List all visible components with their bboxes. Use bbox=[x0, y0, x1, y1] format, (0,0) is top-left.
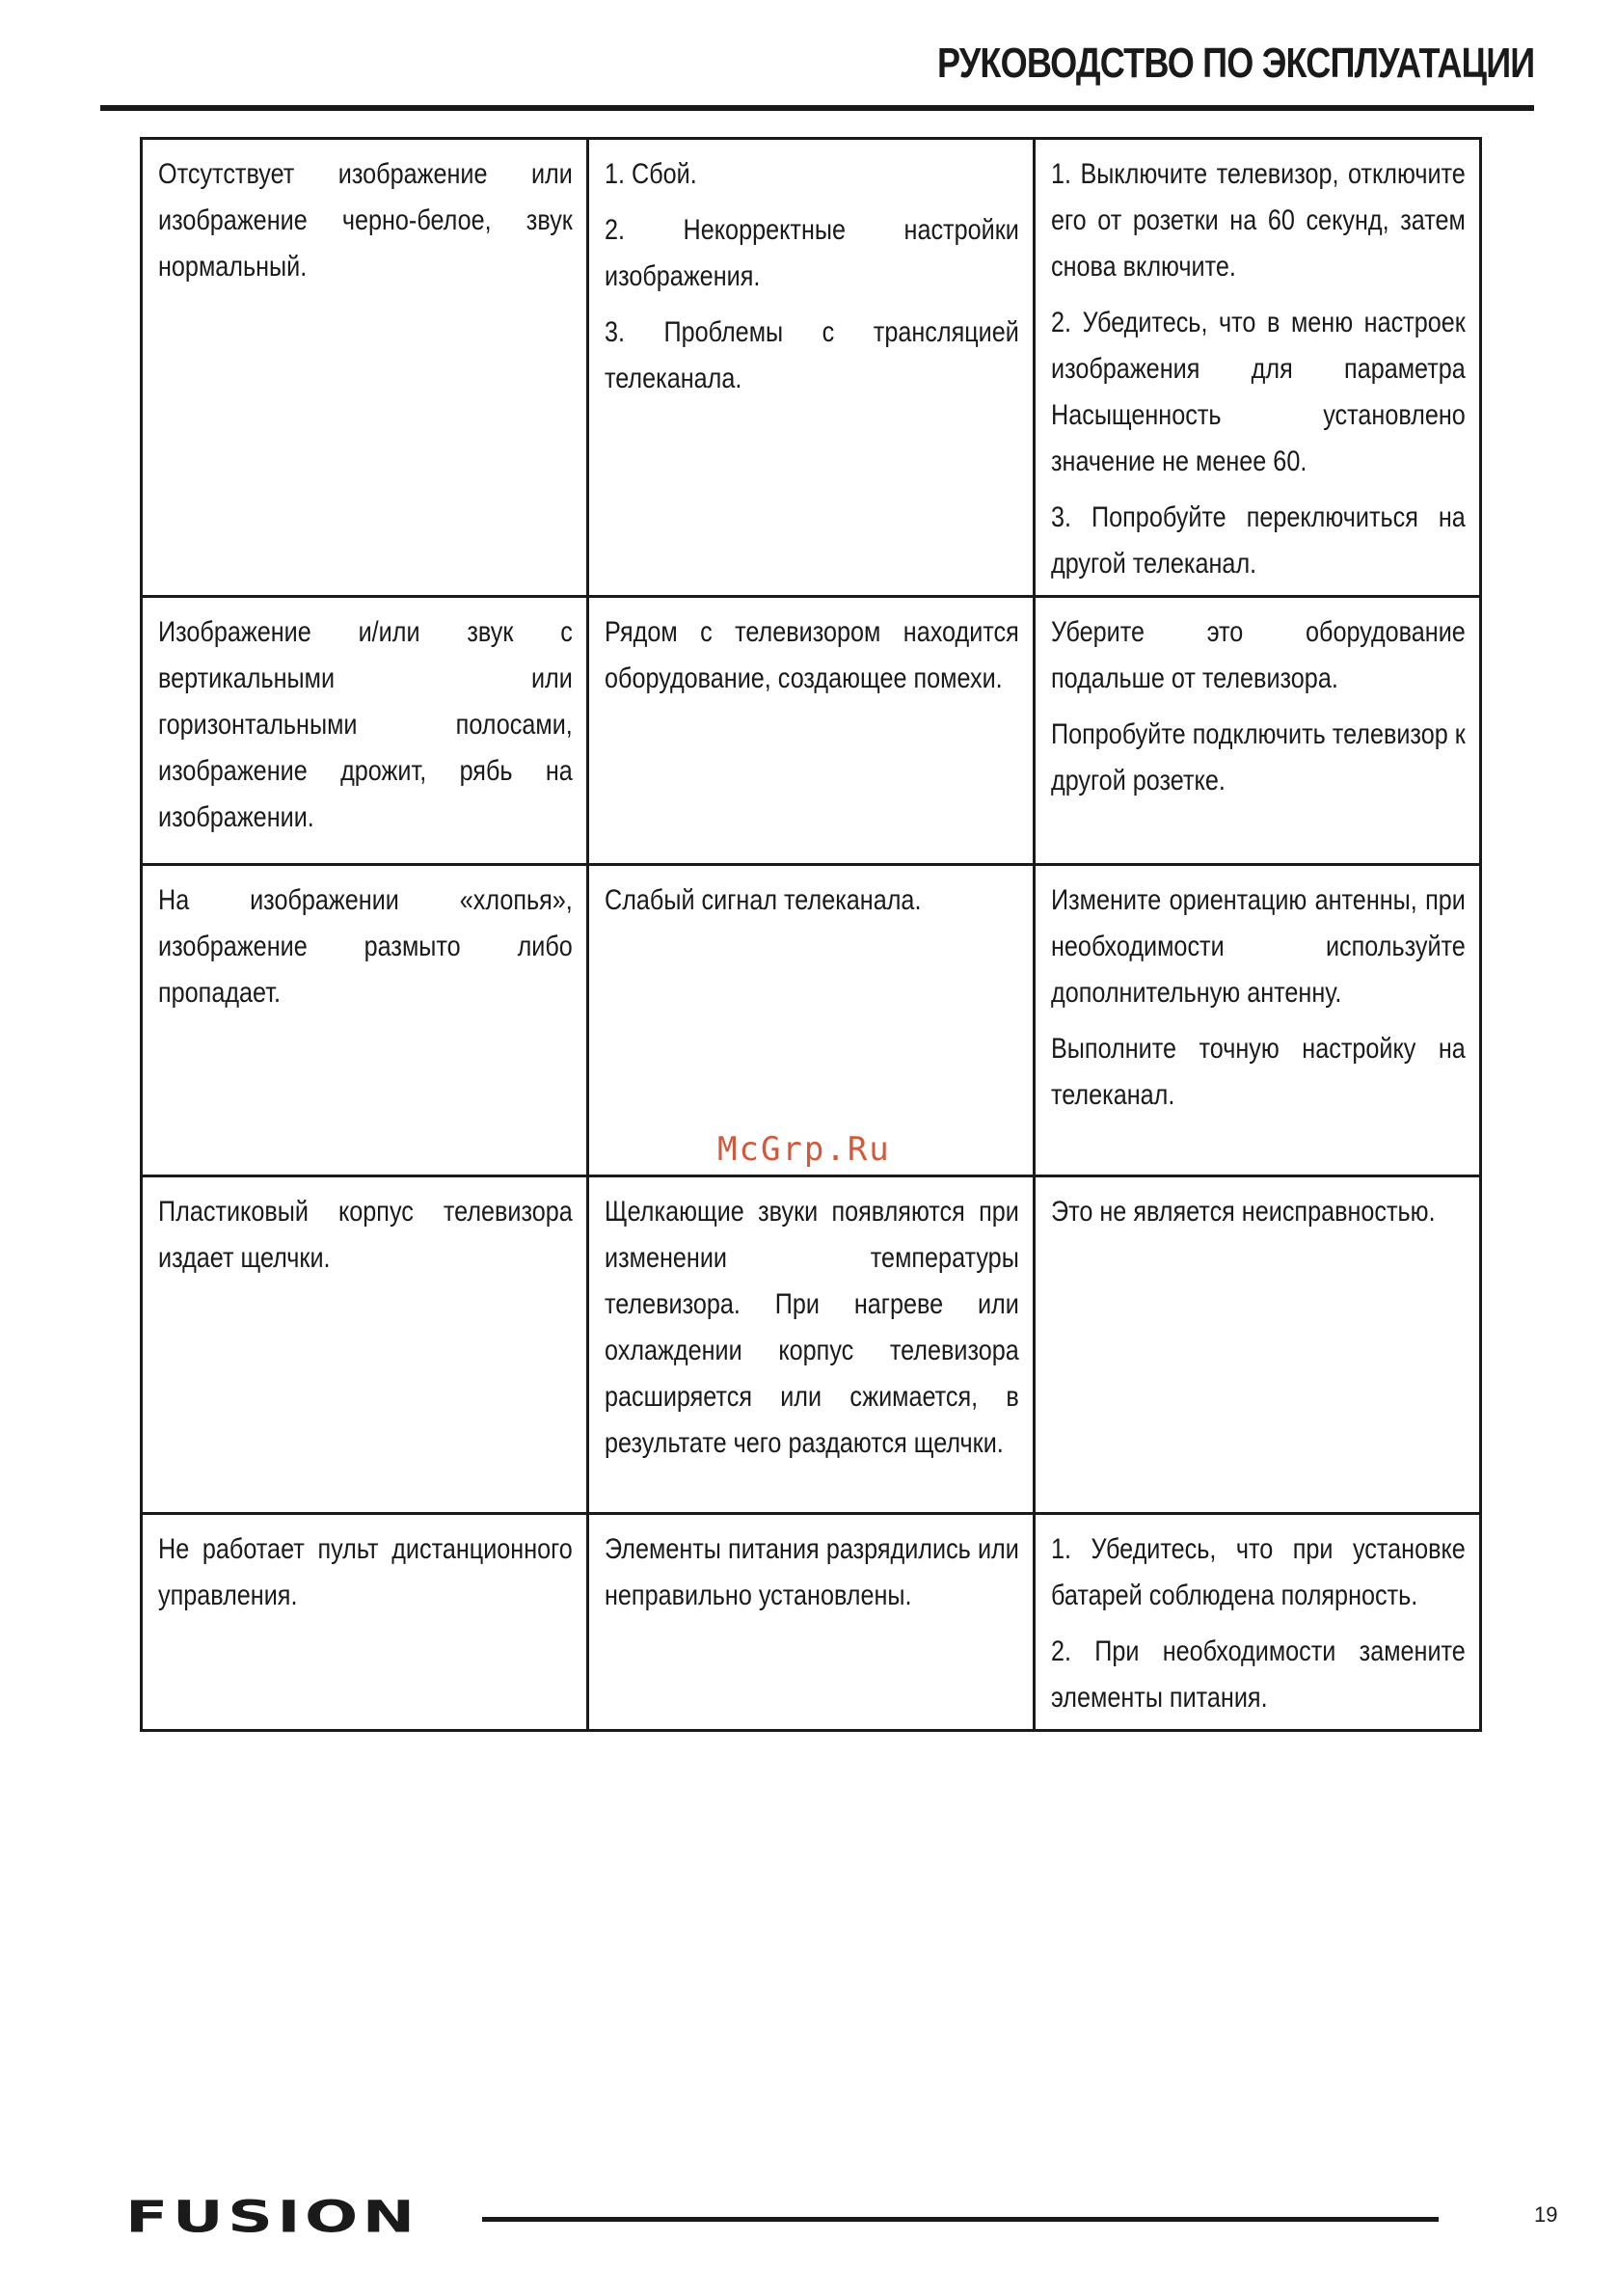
header-divider bbox=[100, 105, 1534, 111]
table-row bbox=[142, 597, 1481, 865]
problem-text: Не работает пульт дистанционного управления. bbox=[158, 1533, 573, 1611]
solution-cell bbox=[1035, 865, 1481, 1176]
solution-text: 1. Убедитесь, что при установке батарей соблюдена полярность. bbox=[1051, 1533, 1466, 1611]
page-header-title: РУКОВОДСТВО ПО ЭКСПЛУАТАЦИИ bbox=[936, 40, 1534, 87]
cause-cell bbox=[588, 139, 1035, 597]
watermark: McGrp.Ru bbox=[717, 1130, 891, 1169]
troubleshooting-table bbox=[140, 137, 1482, 1732]
problem-cell bbox=[142, 865, 588, 1176]
solution-text: 2. Убедитесь, что в меню настроек изображения для параметра Насыщенность установлено значение не менее 60. bbox=[1051, 307, 1466, 477]
cause-text: Щелкающие звуки появляются при изменении температуры телевизора. При нагреве или охлаждении корпус телевизора расширяется или сжимается, в результате чего раздаются щелчки. bbox=[605, 1196, 1019, 1459]
solution-text: 2. При необходимости замените элементы питания. bbox=[1051, 1635, 1466, 1714]
solution-cell bbox=[1035, 139, 1481, 597]
problem-cell bbox=[142, 1514, 588, 1731]
cause-text: Элементы питания разрядились или неправильно установлены. bbox=[605, 1533, 1019, 1611]
cause-text: Слабый сигнал телеканала. bbox=[605, 884, 922, 916]
solution-text: Измените ориентацию антенны, при необходимости используйте дополнительную антенну. bbox=[1051, 884, 1466, 1009]
cause-text: 1. Сбой. bbox=[605, 158, 697, 190]
problem-text: На изображении «хлопья», изображение размыто либо пропадает. bbox=[158, 884, 573, 1009]
brand-logo: FUSION bbox=[125, 2191, 419, 2243]
cause-text: 2. Некорректные настройки изображения. bbox=[605, 214, 1019, 292]
problem-cell bbox=[142, 1176, 588, 1514]
solution-text: Попробуйте подключить телевизор к другой розетке. bbox=[1051, 718, 1466, 797]
cause-text: 3. Проблемы с трансляцией телеканала. bbox=[605, 316, 1019, 394]
problem-text: Изображение и/или звук с вертикальными или горизонтальными полосами, изображение дрожит, рябь на изображении. bbox=[158, 616, 573, 833]
problem-text: Пластиковый корпус телевизора издает щелчки. bbox=[158, 1196, 573, 1274]
solution-text: Выполните точную настройку на телеканал. bbox=[1051, 1033, 1466, 1111]
page-number: 19 bbox=[1534, 2202, 1558, 2227]
cause-cell bbox=[588, 597, 1035, 865]
table-row bbox=[142, 139, 1481, 597]
solution-text: 3. Попробуйте переключиться на другой телеканал. bbox=[1051, 501, 1466, 580]
cause-cell bbox=[588, 1514, 1035, 1731]
solution-text: Это не является неисправностью. bbox=[1051, 1196, 1436, 1228]
problem-cell bbox=[142, 139, 588, 597]
problem-text: Отсутствует изображение или изображение черно-белое, звук нормальный. bbox=[158, 158, 573, 283]
cause-cell bbox=[588, 1176, 1035, 1514]
table-row bbox=[142, 1176, 1481, 1514]
footer-divider bbox=[482, 2217, 1439, 2222]
solution-cell bbox=[1035, 597, 1481, 865]
solution-text: Уберите это оборудование подальше от телевизора. bbox=[1051, 616, 1466, 694]
cause-text: Рядом с телевизором находится оборудование, создающее помехи. bbox=[605, 616, 1019, 694]
solution-text: 1. Выключите телевизор, отключите его от розетки на 60 секунд, затем снова включите. bbox=[1051, 158, 1466, 283]
table-row bbox=[142, 1514, 1481, 1731]
solution-cell bbox=[1035, 1514, 1481, 1731]
problem-cell bbox=[142, 597, 588, 865]
solution-cell bbox=[1035, 1176, 1481, 1514]
